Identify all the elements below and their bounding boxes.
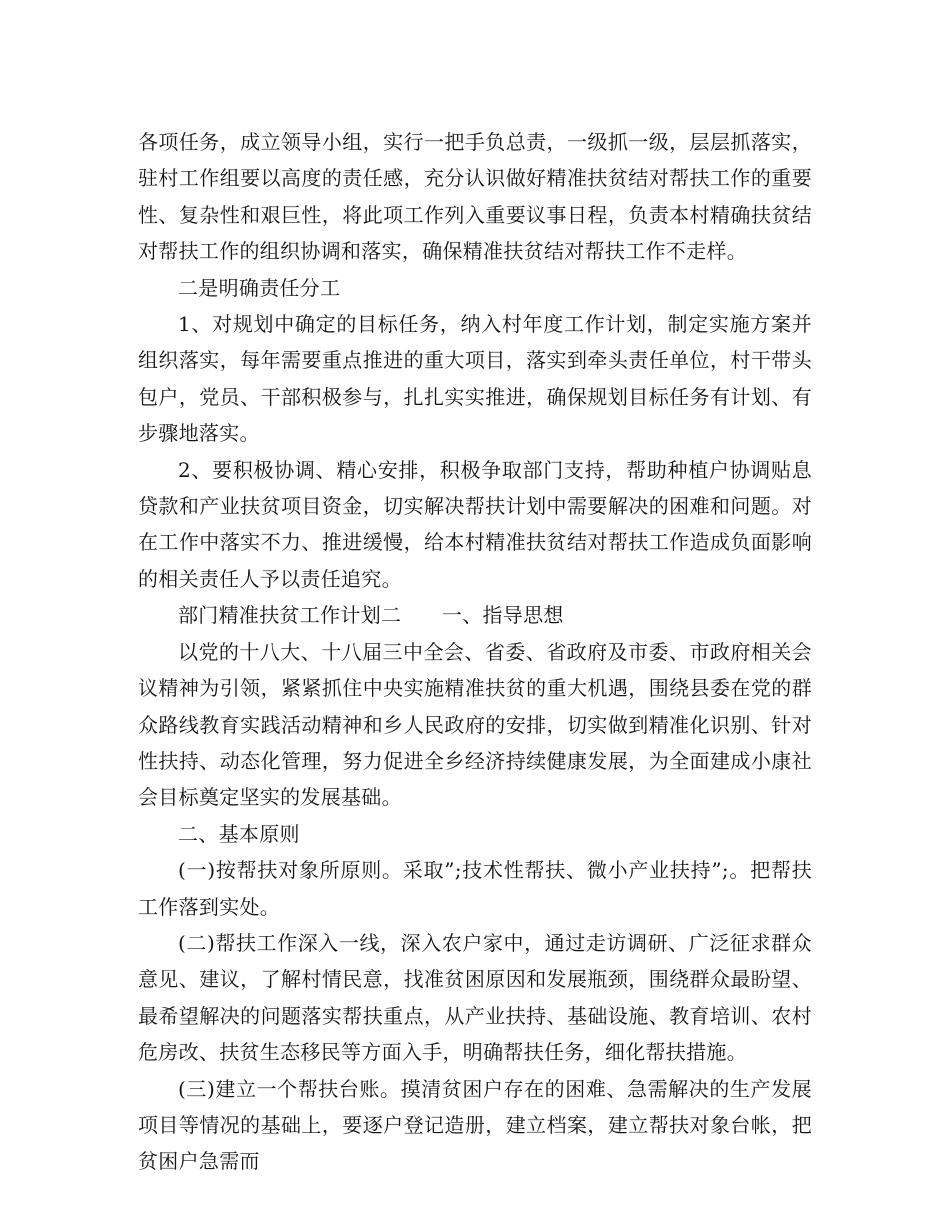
paragraph: 2、要积极协调、精心安排，积极争取部门支持，帮助种植户协调贴息贷款和产业扶贫项目资金，切实解决帮扶计划中需要解决的困难和问题。对在工作中落实不力、推进缓慢，给本村精准扶贫结对帮扶工作造成负面影响的相关责任人予以责任追究。: [138, 457, 812, 591]
paragraph: (一)按帮扶对象所原则。采取”;技术性帮扶、微小产业扶持”;。把帮扶工作落到实处。: [138, 858, 812, 919]
paragraph: 各项任务，成立领导小组，实行一把手负总责，一级抓一级，层层抓落实，驻村工作组要以高度的责任感，充分认识做好精准扶贫结对帮扶工作的重要性、复杂性和艰巨性，将此项工作列入重要议事日程，负责本村精确扶贫结对帮扶工作的组织协调和落实，确保精准扶贫结对帮扶工作不走样。: [138, 130, 812, 264]
paragraph-heading: 二是明确责任分工: [178, 275, 341, 300]
section-heading: 部门精准扶贫工作计划二 一、指导思想: [178, 603, 564, 628]
section-heading: 二、基本原则: [178, 821, 300, 846]
paragraph: (三)建立一个帮扶台账。摸清贫困户存在的困难、急需解决的生产发展项目等情况的基础上，要逐户登记造册，建立档案，建立帮扶对象台帐，把贫困户急需而: [138, 1076, 812, 1174]
paragraph: 1、对规划中确定的目标任务，纳入村年度工作计划，制定实施方案并组织落实，每年需要重点推进的重大项目，落实到牵头责任单位，村干带头包户，党员、干部积极参与，扎扎实实推进，确保规划目标任务有计划、有步骤地落实。: [138, 312, 812, 446]
paragraph: (二)帮扶工作深入一线，深入农户家中，通过走访调研、广泛征求群众意见、建议，了解村情民意，找准贫困原因和发展瓶颈，围绕群众最盼望、最希望解决的问题落实帮扶重点，从产业扶持、基础设施、教育培训、农村危房改、扶贫生态移民等方面入手，明确帮扶任务，细化帮扶措施。: [138, 930, 812, 1065]
paragraph: 以党的十八大、十八届三中全会、省委、省政府及市委、市政府相关会议精神为引领，紧紧抓住中央实施精准扶贫的重大机遇，围绕县委在党的群众路线教育实践活动精神和乡人民政府的安排，切实做到精准化识别、针对性扶持、动态化管理，努力促进全乡经济持续健康发展，为全面建成小康社会目标奠定坚实的发展基础。: [138, 639, 812, 810]
document-body: [138, 124, 812, 1180]
